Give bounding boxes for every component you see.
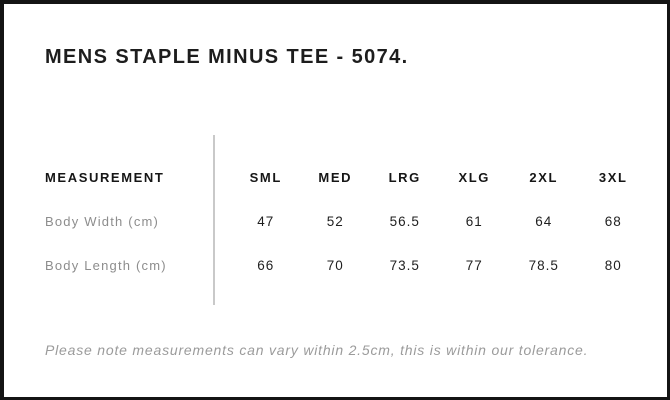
measurement-row-label: Body Width (cm) <box>45 213 160 229</box>
measurement-row-label: Body Length (cm) <box>45 257 167 273</box>
size-header-cells <box>213 170 648 185</box>
tolerance-note: Please note measurements can vary within 2.5cm, this is within our tolerance. <box>45 342 589 358</box>
measurement-value-cell: 78.5 <box>528 257 559 273</box>
size-header-3xl: 3XL <box>598 169 628 185</box>
column-divider-line <box>213 135 215 305</box>
size-header-med: MED <box>318 169 353 185</box>
table-row <box>45 243 648 287</box>
measurement-value-cell: 68 <box>604 213 622 229</box>
measurement-value-cell: 47 <box>257 213 275 229</box>
measurement-value-cell: 70 <box>326 257 344 273</box>
size-header-sml: SML <box>249 169 282 185</box>
page-title: MENS STAPLE MINUS TEE - 5074. <box>45 46 409 68</box>
size-header-2xl: 2XL <box>529 169 559 185</box>
measurement-column-header: MEASUREMENT <box>45 169 165 185</box>
size-chart-header-row <box>45 155 648 199</box>
measurement-value-cell: 56.5 <box>389 213 420 229</box>
size-chart-table <box>45 135 648 305</box>
measurement-row-values <box>213 214 648 229</box>
size-header-xlg: XLG <box>458 169 491 185</box>
measurement-value-cell: 73.5 <box>389 257 420 273</box>
size-header-lrg: LRG <box>388 169 421 185</box>
measurement-value-cell: 77 <box>465 257 483 273</box>
measurement-value-cell: 66 <box>257 257 275 273</box>
measurement-row-values <box>213 258 648 273</box>
measurement-value-cell: 52 <box>326 213 344 229</box>
table-row <box>45 199 648 243</box>
measurement-value-cell: 64 <box>535 213 553 229</box>
size-chart-body <box>45 199 648 287</box>
measurement-value-cell: 61 <box>465 213 483 229</box>
measurement-value-cell: 80 <box>604 257 622 273</box>
